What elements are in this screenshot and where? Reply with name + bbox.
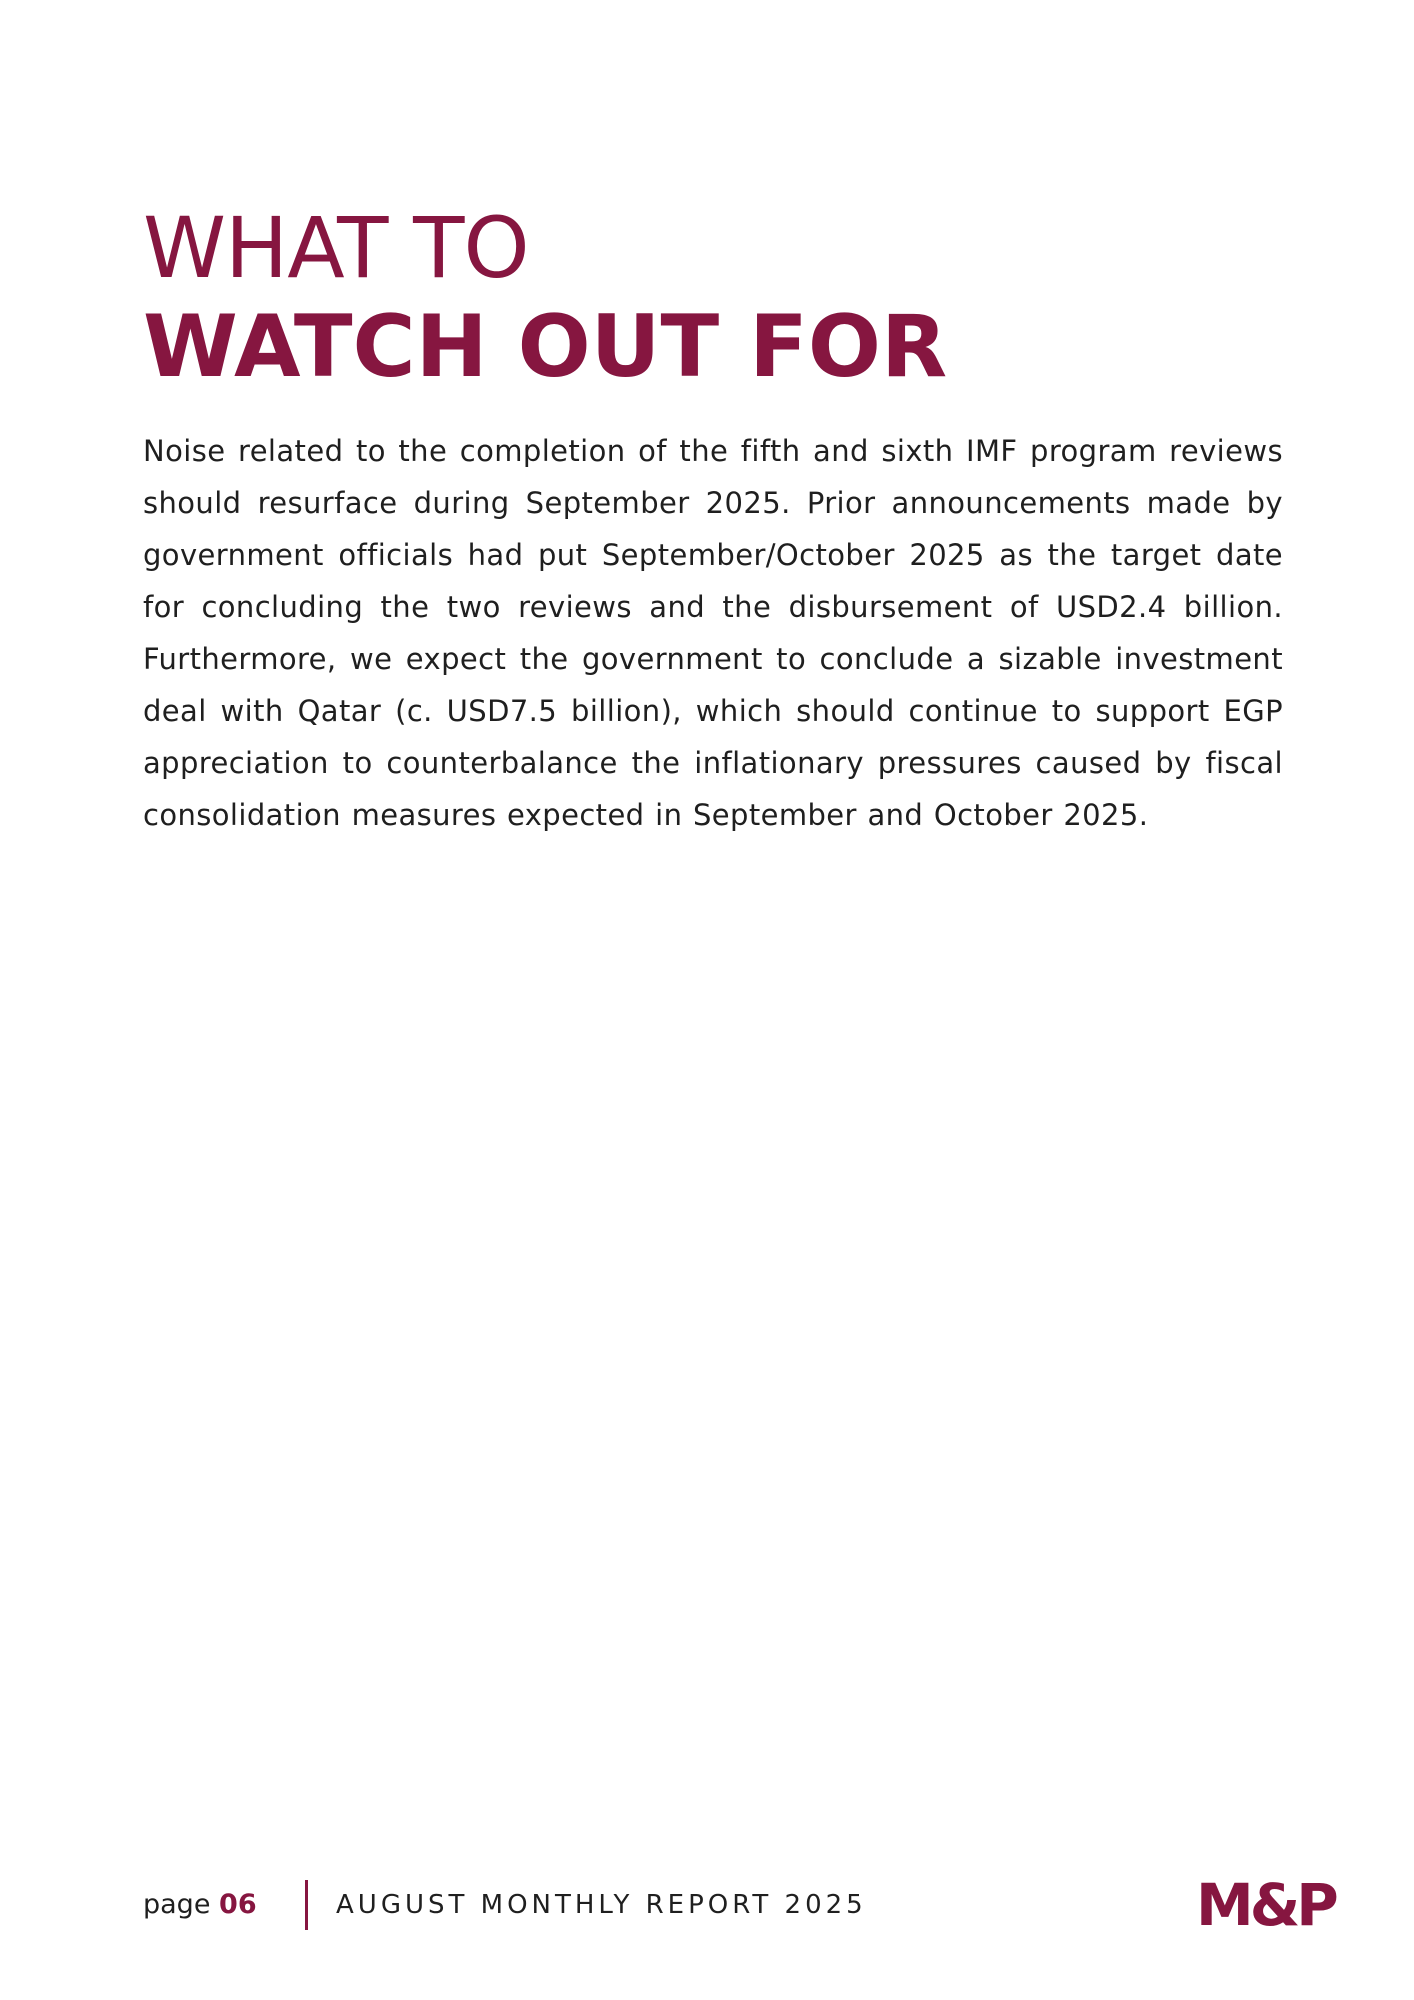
heading-line-what-to: WHAT TO bbox=[143, 199, 529, 297]
page-indicator bbox=[143, 1888, 257, 1922]
report-title: AUGUST MONTHLY REPORT 2025 bbox=[336, 1890, 867, 1920]
body-paragraph: Noise related to the completion of the fifth and sixth IMF program reviews should resurface during September 2025. Prior announcements made by government officials had put September/October 2025 as the target date for concluding the two reviews and the disbursement of USD2.4 billion. Furthermore, we expect the government to conclude a sizable investment deal with Qatar (c. USD7.5 billion), which should continue to support EGP appreciation to counterbalance the inflationary pressures caused by fiscal consolidation measures expected in September and October 2025. bbox=[143, 434, 1283, 832]
page-heading bbox=[143, 200, 1283, 396]
heading-line-watch-out-for: WATCH OUT FOR bbox=[143, 297, 948, 397]
page-footer bbox=[143, 1871, 1373, 1939]
page-label: page bbox=[143, 1889, 211, 1920]
page-number: 06 bbox=[219, 1889, 257, 1920]
footer-divider bbox=[305, 1880, 308, 1930]
company-logo: M&P bbox=[1196, 1871, 1335, 1939]
